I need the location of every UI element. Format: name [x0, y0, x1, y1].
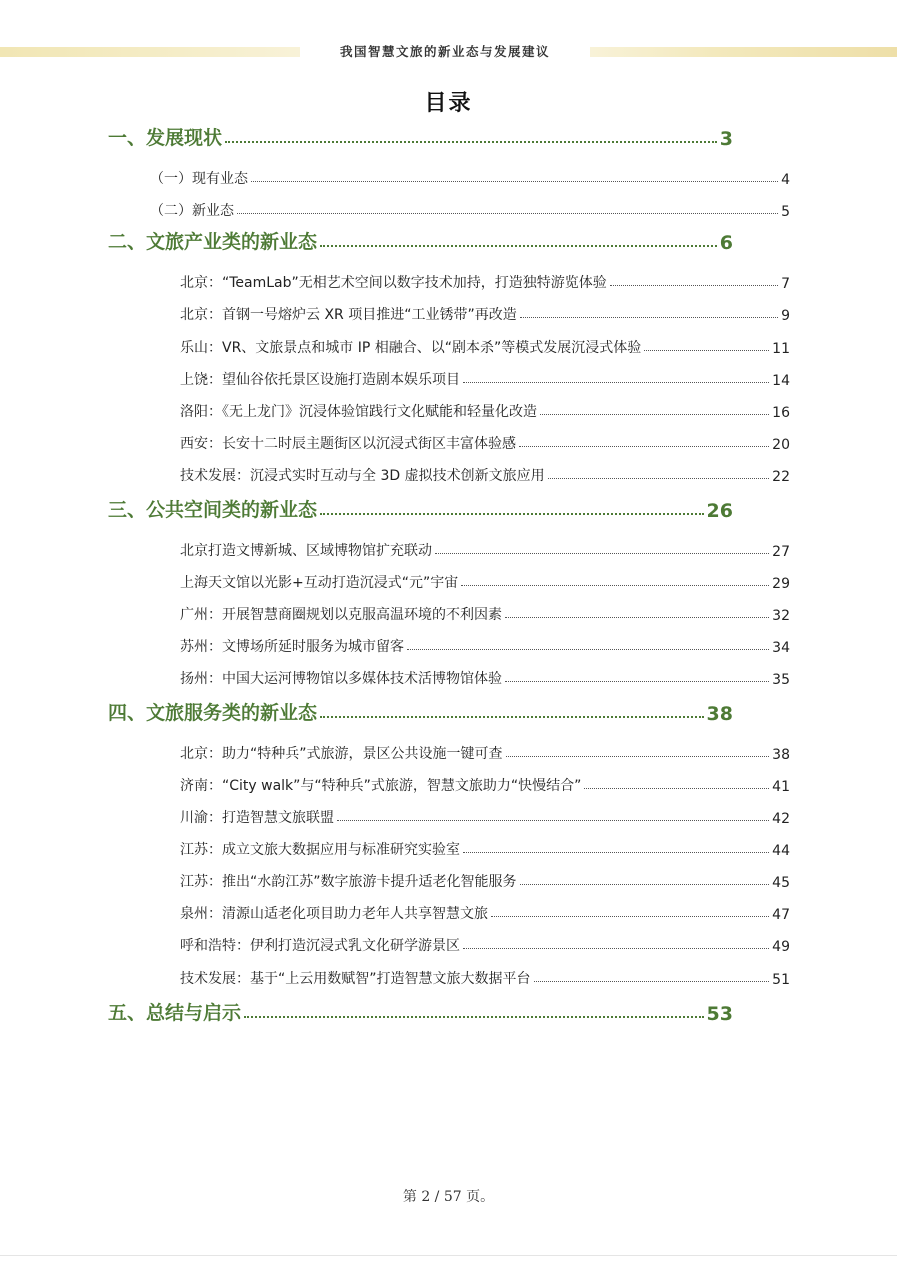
toc-page-number: 49 [772, 939, 790, 955]
toc-page-number: 53 [706, 1003, 733, 1025]
toc-section-entry[interactable] [180, 397, 790, 421]
toc-page-number: 45 [772, 875, 790, 891]
toc-dot-leader [463, 382, 769, 383]
toc-dot-leader [320, 513, 704, 515]
toc-page-number: 14 [772, 373, 790, 389]
toc-entry-label: （一）现有业态 [150, 171, 248, 187]
toc-section-entry[interactable] [180, 568, 790, 592]
toc-entry-label: 川渝：打造智慧文旅联盟 [180, 810, 334, 826]
toc-entry-label: （二）新业态 [150, 203, 234, 219]
toc-section-entry[interactable] [180, 600, 790, 624]
toc-entry-label: 泉州：清源山适老化项目助力老年人共享智慧文旅 [180, 906, 488, 922]
toc-entry-label: 三、公共空间类的新业态 [108, 499, 318, 521]
toc-page-number: 47 [772, 907, 790, 923]
toc-dot-leader [584, 788, 769, 789]
toc-entry-label: 上海天文馆以光影+互动打造沉浸式“元”宇宙 [180, 575, 459, 591]
toc-entry-label: 技术发展：基于“上云用数赋智”打造智慧文旅大数据平台 [180, 971, 531, 987]
toc-page-number: 34 [772, 640, 790, 656]
toc-section-entry[interactable] [180, 365, 790, 389]
toc-dot-leader [491, 916, 769, 917]
toc-title: 目录 [424, 91, 473, 116]
toc-entry-label: 五、总结与启示 [108, 1002, 242, 1024]
toc-page-number: 27 [772, 544, 790, 560]
toc-entry-label: 上饶：望仙谷依托景区设施打造剧本娱乐项目 [180, 372, 460, 388]
toc-dot-leader [320, 716, 704, 718]
toc-page-number: 20 [772, 437, 790, 453]
toc-entry-label: 技术发展：沉浸式实时互动与全 3D 虚拟技术创新文旅应用 [180, 468, 545, 484]
toc-section-entry[interactable] [180, 803, 790, 827]
toc-dot-leader [610, 285, 778, 286]
toc-section-entry[interactable] [180, 300, 790, 324]
toc-page-number: 41 [772, 779, 790, 795]
toc-dot-leader [251, 181, 778, 182]
toc-section-entry[interactable] [180, 632, 790, 656]
toc-entry-label: 广州：开展智慧商圈规划以克服高温环境的不利因素 [180, 607, 502, 623]
toc-section-entry[interactable] [180, 268, 790, 292]
toc-entry-label: 呼和浩特：伊利打造沉浸式乳文化研学游景区 [180, 938, 460, 954]
toc-page-number: 38 [706, 703, 733, 725]
toc-page-number: 22 [772, 469, 790, 485]
toc-page-number: 38 [772, 747, 790, 763]
bottom-divider [0, 1255, 897, 1256]
toc-section-entry[interactable] [180, 429, 790, 453]
toc-dot-leader [520, 317, 778, 318]
toc-chapter-entry[interactable] [108, 1001, 733, 1025]
toc-dot-leader [463, 852, 769, 853]
toc-entry-label: 江苏：成立文旅大数据应用与标准研究实验室 [180, 842, 460, 858]
toc-dot-leader [520, 884, 770, 885]
toc-entry-label: 四、文旅服务类的新业态 [108, 702, 318, 724]
toc-section-entry[interactable] [180, 964, 790, 988]
toc-dot-leader [244, 1016, 704, 1018]
toc-dot-leader [337, 820, 769, 821]
toc-entry-label: 二、文旅产业类的新业态 [108, 231, 318, 253]
toc-section-entry[interactable] [180, 461, 790, 485]
toc-dot-leader [463, 948, 769, 949]
toc-dot-leader [461, 585, 769, 586]
toc-entry-label: 洛阳：《无上龙门》沉浸体验馆践行文化赋能和轻量化改造 [180, 404, 537, 420]
toc-section-entry[interactable] [180, 333, 790, 357]
toc-dot-leader [505, 617, 769, 618]
toc-entry-label: 北京：“TeamLab”无相艺术空间以数字技术加持，打造独特游览体验 [180, 275, 607, 291]
toc-chapter-entry[interactable] [108, 126, 733, 150]
toc-section-entry[interactable] [150, 196, 790, 220]
toc-chapter-entry[interactable] [108, 230, 733, 254]
toc-dot-leader [534, 981, 770, 982]
toc-page-number: 3 [719, 128, 733, 150]
toc-entry-label: 西安：长安十二时辰主题街区以沉浸式街区丰富体验感 [180, 436, 516, 452]
toc-dot-leader [548, 478, 770, 479]
toc-section-entry[interactable] [180, 664, 790, 688]
toc-entry-label: 江苏：推出“水韵江苏”数字旅游卡提升适老化智能服务 [180, 874, 517, 890]
toc-page-number: 42 [772, 811, 790, 827]
toc-page-number: 44 [772, 843, 790, 859]
toc-dot-leader [644, 350, 769, 351]
toc-page-number: 26 [706, 500, 733, 522]
toc-page-number: 4 [781, 172, 790, 188]
toc-dot-leader [540, 414, 769, 415]
toc-dot-leader [505, 681, 769, 682]
toc-page-number: 5 [781, 204, 790, 220]
header-title: 我国智慧文旅的新业态与发展建议 [339, 44, 550, 59]
toc-entry-label: 一、发展现状 [108, 127, 223, 149]
toc-page-number: 16 [772, 405, 790, 421]
toc-page-number: 35 [772, 672, 790, 688]
toc-page-number: 7 [781, 276, 790, 292]
toc-chapter-entry[interactable] [108, 701, 733, 725]
toc-section-entry[interactable] [180, 536, 790, 560]
toc-entry-label: 北京：首钢一号熔炉云 XR 项目推进“工业锈带”再改造 [180, 307, 517, 323]
toc-section-entry[interactable] [180, 931, 790, 955]
toc-dot-leader [519, 446, 769, 447]
toc-entry-label: 北京打造文博新城、区域博物馆扩充联动 [180, 543, 432, 559]
toc-entry-label: 北京：助力“特种兵”式旅游，景区公共设施一键可查 [180, 746, 503, 762]
toc-dot-leader [237, 213, 778, 214]
toc-section-entry[interactable] [180, 739, 790, 763]
toc-chapter-entry[interactable] [108, 498, 733, 522]
toc-page-number: 9 [781, 308, 790, 324]
toc-section-entry[interactable] [150, 164, 790, 188]
toc-entry-label: 乐山：VR、文旅景点和城市 IP 相融合、以“剧本杀”等模式发展沉浸式体验 [180, 340, 642, 356]
toc-page-number: 29 [772, 576, 790, 592]
toc-page-number: 32 [772, 608, 790, 624]
page-number-footer: 第 2 / 57 页。 [402, 1189, 495, 1205]
toc-page-number: 11 [772, 341, 790, 357]
toc-dot-leader [506, 756, 770, 757]
toc-page-number: 6 [719, 232, 733, 254]
toc-entry-label: 济南：“City walk”与“特种兵”式旅游，智慧文旅助力“快慢结合” [180, 778, 582, 794]
toc-section-entry[interactable] [180, 771, 790, 795]
toc-dot-leader [407, 649, 769, 650]
toc-dot-leader [435, 553, 769, 554]
toc-section-entry[interactable] [180, 867, 790, 891]
toc-dot-leader [225, 141, 717, 143]
toc-entry-label: 扬州：中国大运河博物馆以多媒体技术活博物馆体验 [180, 671, 502, 687]
toc-page-number: 51 [772, 972, 790, 988]
toc-section-entry[interactable] [180, 835, 790, 859]
toc-entry-label: 苏州：文博场所延时服务为城市留客 [180, 639, 404, 655]
toc-dot-leader [320, 245, 717, 247]
toc-section-entry[interactable] [180, 899, 790, 923]
